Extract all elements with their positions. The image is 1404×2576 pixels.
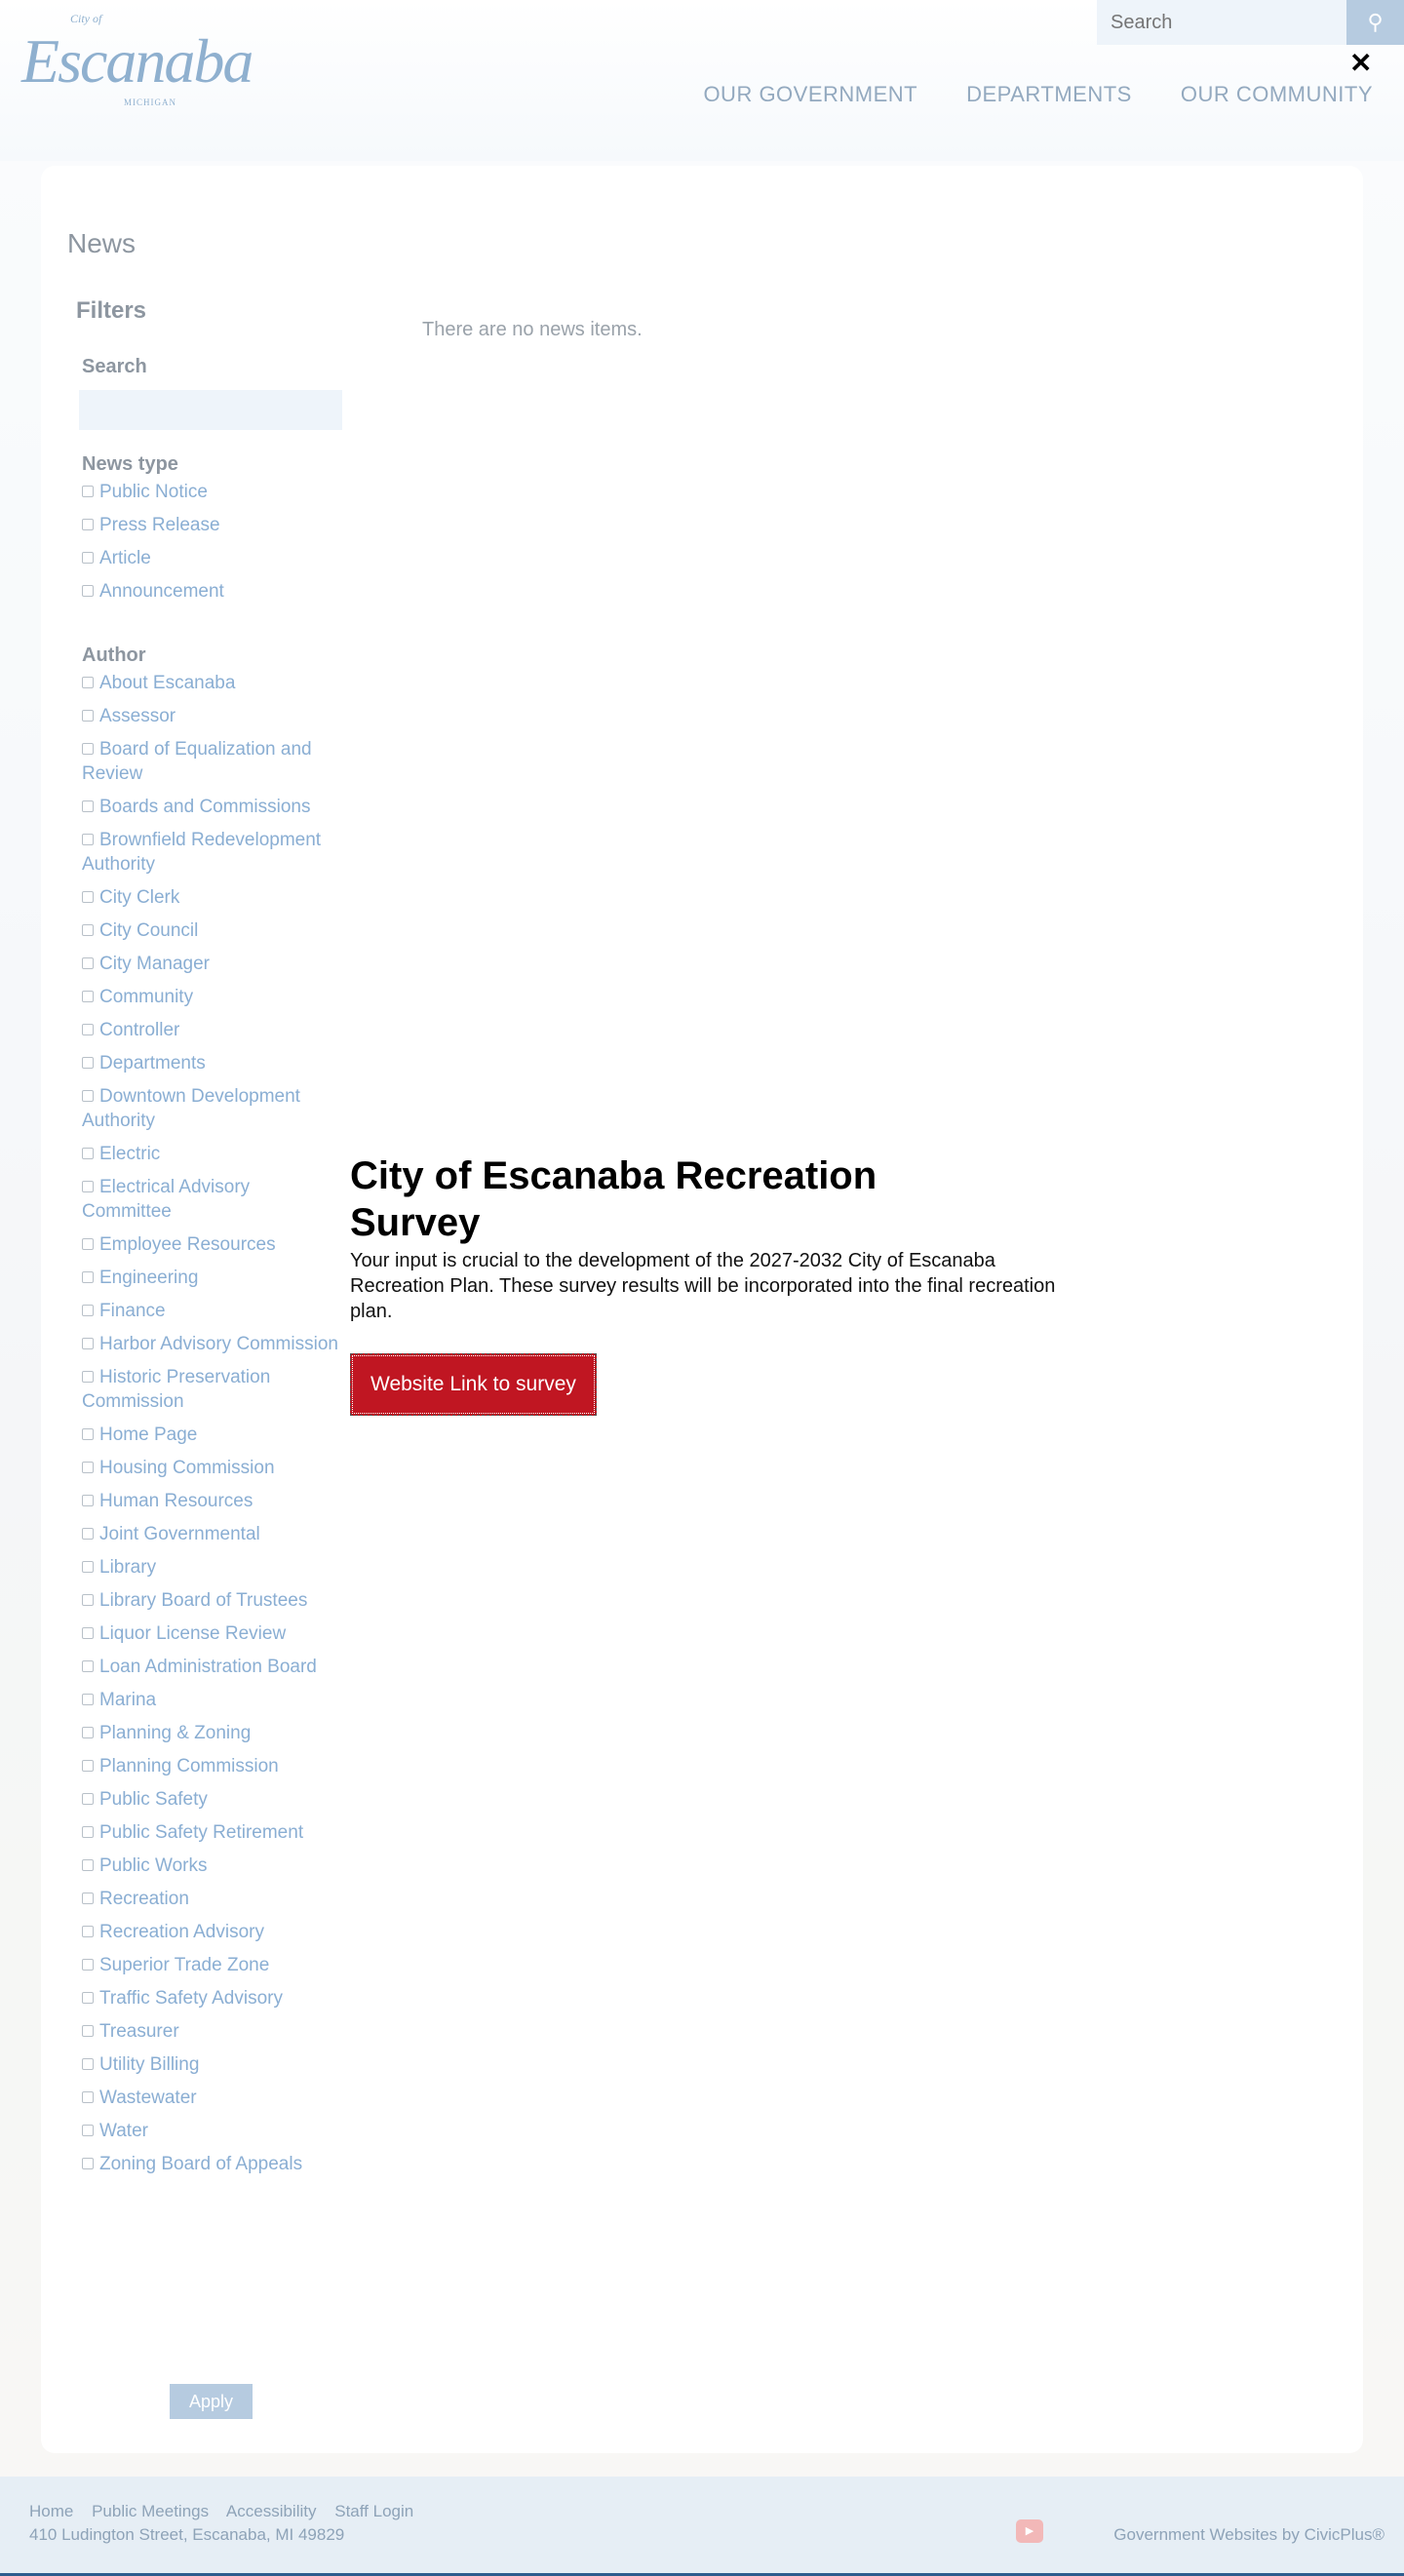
filter-label: Water [99, 2121, 148, 2141]
author-filter-item[interactable] [82, 1953, 341, 1977]
filter-label: Electric [99, 1144, 161, 1164]
filter-label: Departments [99, 1053, 206, 1073]
author-filter-item[interactable] [82, 1084, 341, 1133]
filter-label: Board of Equalization and Review [82, 739, 312, 784]
checkbox[interactable] [82, 2025, 94, 2037]
filter-label: Home Page [99, 1425, 198, 1445]
filter-label: Public Safety Retirement [99, 1822, 304, 1843]
author-filter-item[interactable] [82, 1588, 341, 1613]
author-filter-item[interactable] [82, 2152, 341, 2176]
checkbox[interactable] [82, 1859, 94, 1871]
filter-label: Engineering [99, 1268, 199, 1288]
filter-label: Brownfield Redevelopment Authority [82, 830, 322, 875]
checkbox[interactable] [82, 1305, 94, 1316]
filter-label: Liquor License Review [99, 1623, 287, 1644]
filter-label: Recreation Advisory [99, 1922, 264, 1942]
filters-sidebar [82, 356, 341, 2185]
author-filter-item[interactable] [82, 1555, 341, 1580]
filter-label: Zoning Board of Appeals [99, 2154, 303, 2174]
logo-small: City of [70, 12, 102, 25]
footer-link-staff-login[interactable]: Staff Login [334, 2502, 414, 2520]
page-title: News [67, 228, 136, 258]
search-button[interactable] [1346, 0, 1404, 45]
author-filter-item[interactable] [82, 671, 341, 695]
filter-label: Finance [99, 1301, 166, 1321]
checkbox[interactable] [82, 1594, 94, 1606]
filter-label: Marina [99, 1690, 157, 1710]
author-filter-item[interactable] [82, 2119, 341, 2143]
author-filter-item[interactable] [82, 2052, 341, 2077]
filter-label: Historic Preservation Commission [82, 1367, 271, 1412]
footer-links [29, 2502, 427, 2521]
checkbox[interactable] [82, 1090, 94, 1102]
search-icon: ⚲ [1367, 10, 1384, 34]
filter-label: Recreation [99, 1889, 189, 1909]
author-filter-item[interactable] [82, 1887, 341, 1911]
logo-text: Escanaba [21, 26, 253, 96]
checkbox[interactable] [82, 991, 94, 1002]
author-filter-item[interactable] [82, 918, 341, 943]
filter-label: Treasurer [99, 2021, 179, 2042]
news-type-filter-item[interactable] [82, 579, 341, 604]
apply-button[interactable]: Apply [170, 2384, 253, 2419]
author-filter-item[interactable] [82, 828, 341, 877]
author-filter-item[interactable] [82, 1721, 341, 1745]
checkbox[interactable] [82, 1057, 94, 1069]
news-type-filter-item[interactable] [82, 513, 341, 537]
author-filter-item[interactable] [82, 1051, 341, 1075]
filter-label: City Manager [99, 954, 210, 974]
checkbox[interactable] [82, 1959, 94, 1971]
author-filter-item[interactable] [82, 704, 341, 728]
author-filter-item[interactable] [82, 2019, 341, 2044]
checkbox[interactable] [82, 1992, 94, 2004]
filter-label: Wastewater [99, 2088, 197, 2108]
filter-label: Public Notice [99, 482, 208, 502]
checkbox[interactable] [82, 1826, 94, 1838]
filter-label: Utility Billing [99, 2054, 200, 2075]
site-header [0, 0, 1404, 161]
checkbox[interactable] [82, 1694, 94, 1705]
footer-link-public-meetings[interactable]: Public Meetings [92, 2502, 210, 2520]
author-filter-item[interactable] [82, 885, 341, 910]
nav-departments[interactable]: DEPARTMENTS [966, 82, 1132, 106]
author-filter-item[interactable] [82, 1986, 341, 2010]
author-filter-item[interactable] [82, 1456, 341, 1480]
checkbox[interactable] [82, 1338, 94, 1349]
author-filter-item[interactable] [82, 795, 341, 819]
author-filter-item[interactable] [82, 1754, 341, 1778]
filter-label: Library Board of Trustees [99, 1590, 308, 1611]
checkbox[interactable] [82, 800, 94, 812]
checkbox[interactable] [82, 2058, 94, 2070]
checkbox[interactable] [82, 1238, 94, 1250]
author-filter-item[interactable] [82, 737, 341, 786]
author-filter-item[interactable] [82, 1522, 341, 1546]
checkbox[interactable] [82, 1462, 94, 1473]
author-filter-item[interactable] [82, 1423, 341, 1447]
author-filter-item[interactable] [82, 1489, 341, 1513]
checkbox[interactable] [82, 1024, 94, 1035]
logo-state: MICHIGAN [124, 98, 176, 107]
survey-modal [350, 1152, 1072, 1416]
news-type-filter-item[interactable] [82, 546, 341, 570]
site-search-input[interactable] [1097, 0, 1346, 45]
filter-label: Public Safety [99, 1789, 208, 1810]
checkbox[interactable] [82, 486, 94, 497]
checkbox[interactable] [82, 2091, 94, 2103]
author-filter-item[interactable] [82, 985, 341, 1009]
checkbox[interactable] [82, 891, 94, 903]
site-footer [0, 2477, 1404, 2576]
author-filter-item[interactable] [82, 1854, 341, 1878]
filter-label: Downtown Development Authority [82, 1086, 300, 1131]
checkbox[interactable] [82, 743, 94, 755]
author-filter-item[interactable] [82, 1787, 341, 1812]
nav-our-community[interactable]: OUR COMMUNITY [1180, 82, 1373, 106]
survey-link-button[interactable]: Website Link to survey [350, 1353, 597, 1416]
checkbox[interactable] [82, 1727, 94, 1738]
checkbox[interactable] [82, 957, 94, 969]
author-filter-item[interactable] [82, 1175, 341, 1224]
nav-our-government[interactable]: OUR GOVERNMENT [703, 82, 918, 106]
empty-message: There are no news items. [422, 319, 643, 340]
filter-label: Announcement [99, 581, 224, 602]
filters-heading: Filters [76, 297, 147, 324]
filter-label: Employee Resources [99, 1234, 276, 1255]
checkbox[interactable] [82, 1793, 94, 1805]
checkbox[interactable] [82, 834, 94, 845]
filter-label: Boards and Commissions [99, 797, 311, 817]
filter-label: Article [99, 548, 151, 568]
author-filter-item[interactable] [82, 2086, 341, 2110]
author-filter-item[interactable] [82, 1655, 341, 1679]
checkbox[interactable] [82, 1660, 94, 1672]
checkbox[interactable] [82, 1428, 94, 1440]
filter-label: Loan Administration Board [99, 1657, 317, 1677]
youtube-icon[interactable]: ▶ [1016, 2519, 1043, 2543]
checkbox[interactable] [82, 1926, 94, 1937]
filter-label: Traffic Safety Advisory [99, 1988, 283, 2009]
filter-label: Planning & Zoning [99, 1723, 252, 1743]
author-filter-item[interactable] [82, 1266, 341, 1290]
filter-label: Superior Trade Zone [99, 1955, 270, 1975]
author-filter-item[interactable] [82, 1365, 341, 1414]
author-filter-item[interactable] [82, 1621, 341, 1646]
filter-label: Human Resources [99, 1491, 254, 1511]
checkbox[interactable] [82, 1148, 94, 1159]
main-nav [703, 82, 1373, 107]
filter-label: Controller [99, 1020, 180, 1040]
filter-label: Library [99, 1557, 157, 1578]
checkbox[interactable] [82, 2158, 94, 2169]
news-search-input[interactable] [79, 390, 342, 430]
author-filter-item[interactable] [82, 1920, 341, 1944]
city-logo[interactable] [21, 8, 253, 115]
checkbox[interactable] [82, 710, 94, 722]
checkbox[interactable] [82, 2125, 94, 2136]
checkbox[interactable] [82, 552, 94, 564]
news-type-filter-item[interactable] [82, 480, 341, 504]
author-filter-item[interactable] [82, 1018, 341, 1042]
modal-title: City of Escanaba Recreation Survey [350, 1154, 878, 1244]
footer-link-accessibility[interactable]: Accessibility [225, 2502, 317, 2520]
checkbox[interactable] [82, 1271, 94, 1283]
checkbox[interactable] [82, 1561, 94, 1573]
filter-label: Community [99, 987, 194, 1007]
author-filter-item[interactable] [82, 1820, 341, 1845]
filter-label: Housing Commission [99, 1458, 275, 1478]
filter-label: Public Works [99, 1855, 208, 1876]
checkbox[interactable] [82, 1371, 94, 1383]
filter-label: Electrical Advisory Committee [82, 1177, 251, 1222]
checkbox[interactable] [82, 1893, 94, 1904]
filter-label: Harbor Advisory Commission [99, 1334, 338, 1354]
author-filter-item[interactable] [82, 1332, 341, 1356]
author-filter-item[interactable] [82, 1142, 341, 1166]
checkbox[interactable] [82, 1528, 94, 1540]
checkbox[interactable] [82, 1627, 94, 1639]
author-filter-item[interactable] [82, 952, 341, 976]
filter-label: City Council [99, 920, 199, 941]
checkbox[interactable] [82, 924, 94, 936]
author-filter-item[interactable] [82, 1299, 341, 1323]
civicplus-credit[interactable]: Government Websites by CivicPlus® [1113, 2525, 1384, 2544]
filter-label: Joint Governmental [99, 1524, 260, 1544]
filter-label: Press Release [99, 515, 220, 535]
author-label: Author [82, 644, 146, 666]
checkbox[interactable] [82, 585, 94, 597]
checkbox[interactable] [82, 1495, 94, 1506]
filter-label: Assessor [99, 706, 176, 726]
filter-label: Planning Commission [99, 1756, 279, 1776]
close-icon[interactable]: ✕ [1349, 48, 1373, 78]
checkbox[interactable] [82, 677, 94, 688]
filter-label: City Clerk [99, 887, 180, 908]
author-filter-item[interactable] [82, 1232, 341, 1257]
search-label: Search [82, 356, 147, 377]
checkbox[interactable] [82, 1760, 94, 1772]
modal-body: Your input is crucial to the development of the 2027-2032 City of Escanaba Recreation Plan. These survey results will be incorporated into the final recreation plan. [350, 1250, 1056, 1322]
author-filter-item[interactable] [82, 1688, 341, 1712]
checkbox[interactable] [82, 1181, 94, 1192]
filter-label: About Escanaba [99, 673, 236, 693]
news-type-label: News type [82, 453, 178, 475]
footer-address: 410 Ludington Street, Escanaba, MI 49829 [29, 2525, 345, 2544]
footer-link-home[interactable]: Home [29, 2502, 74, 2520]
checkbox[interactable] [82, 519, 94, 530]
